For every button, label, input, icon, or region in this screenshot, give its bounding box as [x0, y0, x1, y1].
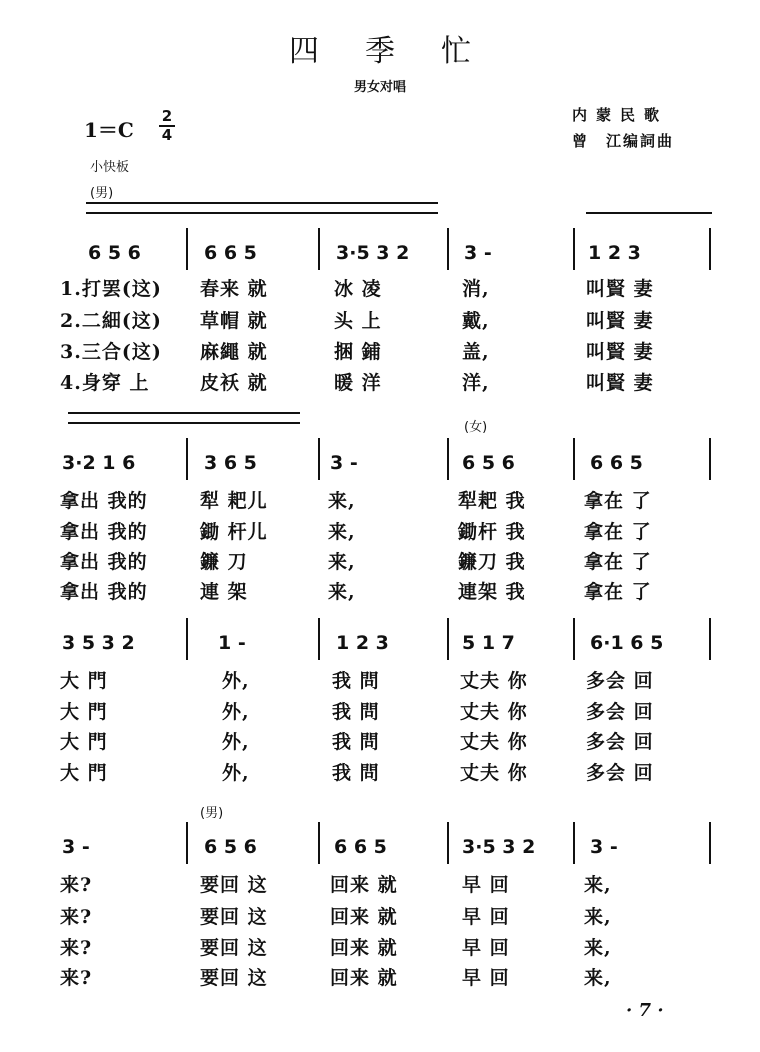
lyric-cell: 我 問: [332, 670, 380, 692]
lyric-cell: 早 回: [462, 906, 510, 928]
notation-measure: 1 -: [218, 632, 246, 654]
lyric-cell: 1.打罢(这): [60, 278, 162, 300]
lyric-cell: 拿出 我的: [60, 521, 148, 543]
lyric-cell: 暖 洋: [334, 372, 382, 394]
lyric-cell: 我 問: [332, 701, 380, 723]
notation-measure: 6 6 5: [204, 242, 257, 264]
role-label-female: (女): [464, 420, 488, 435]
song-subtitle: 男女对唱: [353, 80, 406, 95]
lyric-cell: 来,: [584, 874, 612, 896]
lyric-cell: 外,: [222, 670, 250, 692]
lyric-cell: 早 回: [462, 874, 510, 896]
bar-line: [186, 228, 188, 270]
notation-measure: 3 5 3 2: [62, 632, 135, 654]
lyric-cell: 犁耙 我: [458, 490, 526, 512]
bar-line: [709, 822, 711, 864]
lyric-cell: 連架 我: [458, 581, 526, 603]
lyric-cell: 盖,: [462, 341, 490, 363]
lyric-cell: 連 架: [200, 581, 248, 603]
bar-line: [447, 822, 449, 864]
lyric-cell: 我 問: [332, 762, 380, 784]
notation-measure: 6 5 6: [88, 242, 141, 264]
notation-measure: 3 6 5: [204, 452, 257, 474]
lyric-cell: 要回 这: [200, 937, 268, 959]
lyric-cell: 皮袄 就: [200, 372, 268, 394]
lyric-cell: 拿出 我的: [60, 581, 148, 603]
bar-line: [318, 822, 320, 864]
lyric-cell: 叫賢 妻: [586, 341, 654, 363]
lyric-cell: 来,: [584, 937, 612, 959]
bar-line: [186, 438, 188, 480]
lyric-cell: 叫賢 妻: [586, 278, 654, 300]
lyric-cell: 鋤 杆儿: [200, 521, 268, 543]
lyric-cell: 回来 就: [330, 937, 398, 959]
lyric-cell: 2.二細(这): [60, 310, 162, 332]
lyric-cell: 犁 耙儿: [200, 490, 268, 512]
lyric-cell: 大 門: [60, 762, 108, 784]
lyric-cell: 来,: [584, 967, 612, 989]
notation-measure: 6 6 5: [334, 836, 387, 858]
lyric-cell: 来,: [328, 490, 356, 512]
lyric-cell: 多会 回: [586, 762, 654, 784]
lyric-cell: 4.身穿 上: [60, 372, 150, 394]
lyric-cell: 外,: [222, 731, 250, 753]
lyric-cell: 拿出 我的: [60, 551, 148, 573]
lyric-cell: 外,: [222, 762, 250, 784]
time-signature: [158, 108, 176, 144]
notation-measure: 1 2 3: [588, 242, 641, 264]
lyric-cell: 拿在 了: [584, 490, 652, 512]
notation-measure: 3 -: [62, 836, 90, 858]
notation-measure: 3·2 1 6: [62, 452, 136, 474]
bar-line: [447, 618, 449, 660]
lyric-cell: 多会 回: [586, 670, 654, 692]
lyric-cell: 大 門: [60, 670, 108, 692]
role-label-male: (男): [200, 806, 224, 821]
notation-measure: 3 -: [330, 452, 358, 474]
song-title: 四季忙: [289, 34, 517, 69]
lyric-cell: 叫賢 妻: [586, 372, 654, 394]
bar-line: [573, 438, 575, 480]
lyric-cell: 头 上: [334, 310, 382, 332]
lyric-cell: 来,: [328, 551, 356, 573]
lyric-cell: 丈夫 你: [460, 670, 528, 692]
notation-measure: 6 6 5: [590, 452, 643, 474]
repeat-rule: [68, 412, 300, 414]
lyric-cell: 鋤杆 我: [458, 521, 526, 543]
bar-line: [573, 618, 575, 660]
lyric-cell: 外,: [222, 701, 250, 723]
notation-measure: 3 -: [590, 836, 618, 858]
lyric-cell: 多会 回: [586, 701, 654, 723]
lyric-cell: 3.三合(这): [60, 341, 162, 363]
lyric-cell: 来?: [60, 967, 93, 989]
lyric-cell: 戴,: [462, 310, 490, 332]
lyric-cell: 大 門: [60, 731, 108, 753]
page-number: · 7 ·: [626, 1000, 664, 1021]
notation-measure: 5 1 7: [462, 632, 515, 654]
lyric-cell: 来,: [328, 521, 356, 543]
bar-line: [709, 618, 711, 660]
bar-line: [318, 438, 320, 480]
lyric-cell: 来?: [60, 937, 93, 959]
notation-measure: 6 5 6: [462, 452, 515, 474]
lyric-cell: 回来 就: [330, 906, 398, 928]
notation-measure: 3·5 3 2: [462, 836, 536, 858]
bar-line: [573, 228, 575, 270]
lyric-cell: 鐮刀 我: [458, 551, 526, 573]
lyric-cell: 多会 回: [586, 731, 654, 753]
lyric-cell: 早 回: [462, 937, 510, 959]
lyric-cell: 我 問: [332, 731, 380, 753]
lyric-cell: 来?: [60, 874, 93, 896]
lyric-cell: 洋,: [462, 372, 490, 394]
repeat-rule: [86, 202, 438, 204]
notation-measure: 6 5 6: [204, 836, 257, 858]
lyric-cell: 麻繩 就: [200, 341, 268, 363]
lyric-cell: 丈夫 你: [460, 762, 528, 784]
lyric-cell: 丈夫 你: [460, 731, 528, 753]
lyric-cell: 冰 凌: [334, 278, 382, 300]
bar-line: [447, 228, 449, 270]
repeat-rule: [586, 212, 712, 214]
lyric-cell: 来,: [328, 581, 356, 603]
lyric-cell: 要回 这: [200, 906, 268, 928]
bar-line: [709, 228, 711, 270]
lyric-cell: 拿在 了: [584, 551, 652, 573]
lyric-cell: 叫賢 妻: [586, 310, 654, 332]
notation-measure: 3·5 3 2: [336, 242, 410, 264]
role-label-male: (男): [90, 186, 114, 201]
time-signature-top: 2: [161, 107, 173, 125]
lyric-cell: 大 門: [60, 701, 108, 723]
lyric-cell: 消,: [462, 278, 490, 300]
tempo-marking: 小快板: [90, 160, 130, 175]
bar-line: [186, 618, 188, 660]
lyric-cell: 回来 就: [330, 874, 398, 896]
bar-line: [318, 228, 320, 270]
lyric-cell: 回来 就: [330, 967, 398, 989]
repeat-rule: [86, 212, 438, 214]
lyric-cell: 拿在 了: [584, 581, 652, 603]
lyric-cell: 要回 这: [200, 874, 268, 896]
bar-line: [447, 438, 449, 480]
lyric-cell: 鐮 刀: [200, 551, 248, 573]
lyric-cell: 捆 鋪: [334, 341, 382, 363]
bar-line: [186, 822, 188, 864]
bar-line: [709, 438, 711, 480]
notation-measure: 6·1 6 5: [590, 632, 664, 654]
bar-line: [318, 618, 320, 660]
repeat-rule: [68, 422, 300, 424]
lyric-cell: 来?: [60, 906, 93, 928]
lyric-cell: 草帽 就: [200, 310, 268, 332]
time-signature-bottom: 4: [161, 126, 173, 144]
notation-measure: 1 2 3: [336, 632, 389, 654]
lyric-cell: 要回 这: [200, 967, 268, 989]
lyric-cell: 来,: [584, 906, 612, 928]
credit-composer: 曾 江编詞曲: [572, 132, 675, 150]
lyric-cell: 丈夫 你: [460, 701, 528, 723]
lyric-cell: 拿出 我的: [60, 490, 148, 512]
notation-measure: 3 -: [464, 242, 492, 264]
key-signature: 1＝C: [84, 118, 134, 142]
lyric-cell: 早 回: [462, 967, 510, 989]
lyric-cell: 春来 就: [200, 278, 268, 300]
credit-origin: 内蒙民歌: [572, 106, 669, 124]
lyric-cell: 拿在 了: [584, 521, 652, 543]
bar-line: [573, 822, 575, 864]
